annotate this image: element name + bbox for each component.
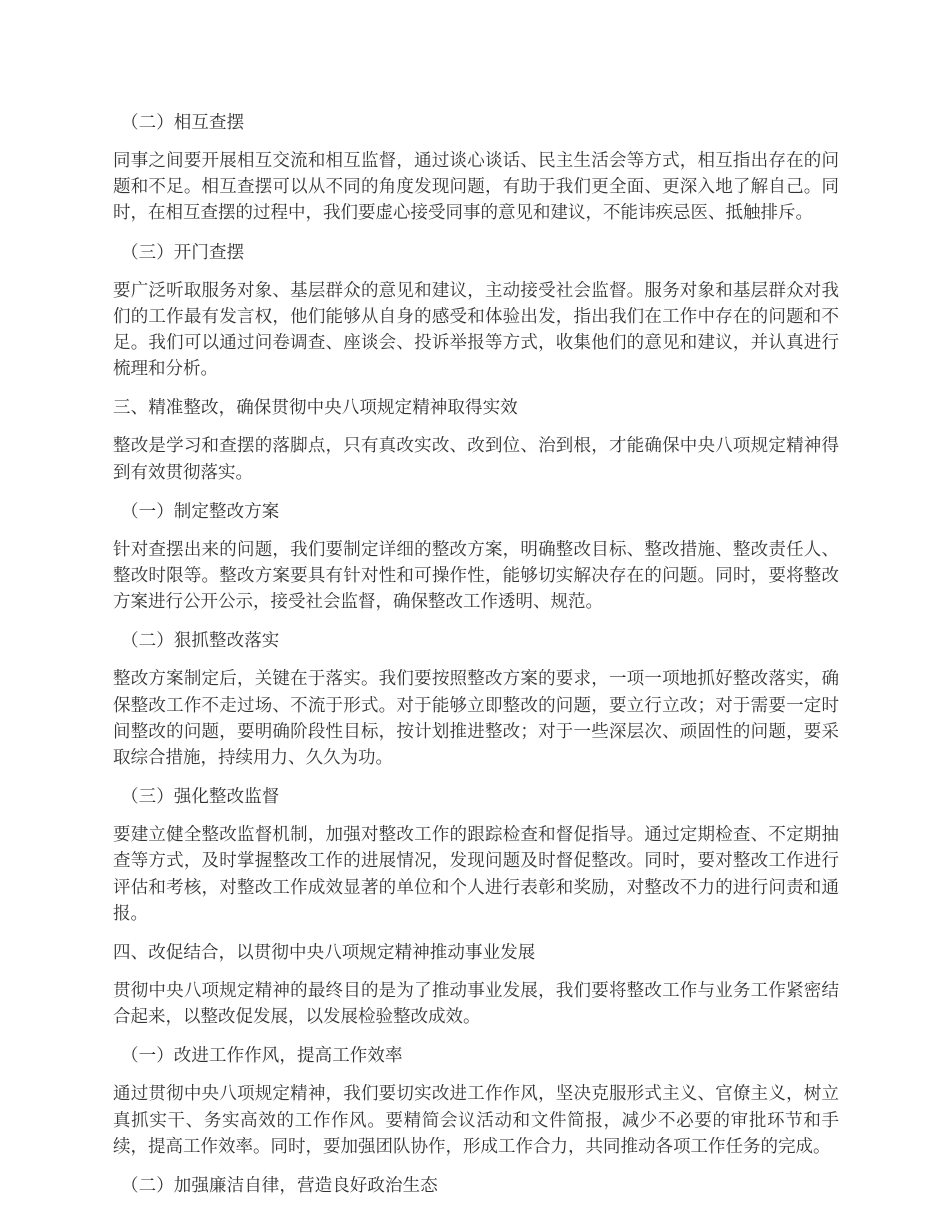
body-paragraph: 同事之间要开展相互交流和相互监督，通过谈心谈话、民主生活会等方式，相互指出存在的问题和不足。相互查摆可以从不同的角度发现问题，有助于我们更全面、更深入地了解自己。同时，在相互查摆的过程中，我们要虚心接受同事的意见和建议，不能讳疾忌医、抵触排斥。	[113, 151, 839, 224]
document-content	[113, 110, 839, 1199]
body-paragraph: 要广泛听取服务对象、基层群众的意见和建议，主动接受社会监督。服务对象和基层群众对我们的工作最有发言权，他们能够从自身的感受和体验出发，指出我们在工作中存在的问题和不足。我们可以通过问卷调查、座谈会、投诉举报等方式，收集他们的意见和建议，并认真进行梳理和分析。	[113, 280, 839, 380]
sub-heading: （二）加强廉洁自律，营造良好政治生态	[121, 1176, 438, 1197]
body-paragraph: 通过贯彻中央八项规定精神，我们要切实改进工作作风，坚决克服形式主义、官僚主义，树立真抓实干、务实高效的工作作风。要精简会议活动和文件简报，减少不必要的审批环节和手续，提高工作效率。同时，要加强团队协作，形成工作合力，共同推动各项工作任务的完成。	[113, 1084, 839, 1157]
sub-heading: （一）制定整改方案	[121, 501, 280, 522]
section-heading: 四、改促结合，以贯彻中央八项规定精神推动事业发展	[113, 943, 536, 964]
body-paragraph: 针对查摆出来的问题，我们要制定详细的整改方案，明确整改目标、整改措施、整改责任人、整改时限等。整改方案要具有针对性和可操作性，能够切实解决存在的问题。同时，要将整改方案进行公开公示，接受社会监督，确保整改工作透明、规范。	[113, 539, 839, 613]
sub-heading: （一）改进工作作风，提高工作效率	[121, 1046, 403, 1067]
body-paragraph: 要建立健全整改监督机制，加强对整改工作的跟踪检查和督促指导。通过定期检查、不定期抽查等方式，及时掌握整改工作的进展情况，发现问题及时督促整改。同时，要对整改工作进行评估和考核，对整改工作成效显著的单位和个人进行表彰和奖励，对整改不力的进行问责和通报。	[113, 825, 839, 924]
sub-heading: （二）狠抓整改落实	[121, 631, 280, 652]
body-paragraph: 整改方案制定后，关键在于落实。我们要按照整改方案的要求，一项一项地抓好整改落实，确保整改工作不走过场、不流于形式。对于能够立即整改的问题，要立行立改；对于需要一定时间整改的问题，要明确阶段性目标，按计划推进整改；对于一些深层次、顽固性的问题，要采取综合措施，持续用力、久久为功。	[113, 669, 839, 769]
body-paragraph: 整改是学习和查摆的落脚点，只有真改实改、改到位、治到根，才能确保中央八项规定精神得到有效贯彻落实。	[113, 436, 839, 483]
sub-heading: （三）开门查摆	[121, 242, 245, 263]
section-heading: 三、精准整改，确保贯彻中央八项规定精神取得实效	[113, 398, 518, 419]
sub-heading: （二）相互查摆	[121, 113, 245, 133]
body-paragraph: 贯彻中央八项规定精神的最终目的是为了推动事业发展，我们要将整改工作与业务工作紧密结合起来，以整改促发展，以发展检验整改成效。	[113, 981, 839, 1028]
sub-heading: （三）强化整改监督	[121, 787, 280, 808]
